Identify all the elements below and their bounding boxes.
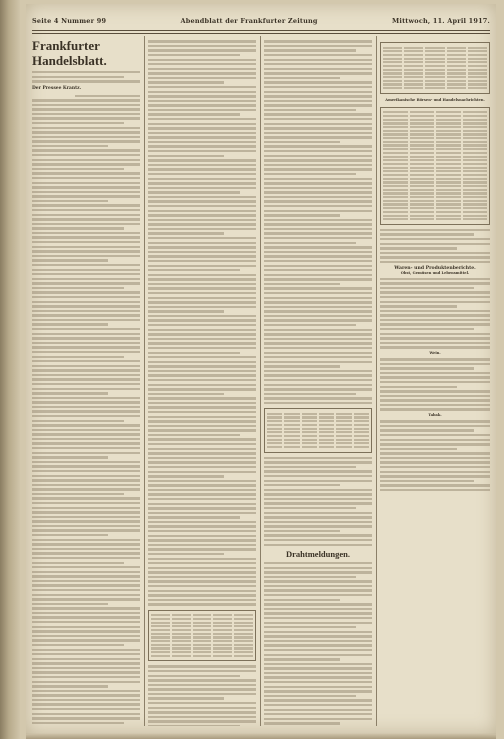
book-binding-edge [0,0,20,739]
article-heading: Der Pressee Krantz. [32,85,82,91]
page-bottom-edge [26,733,496,739]
section-heading: Waren- und Produktenberichte. [394,265,476,271]
column-divider [260,36,261,726]
article-body [148,40,256,606]
statistics-table [264,408,372,452]
exchange-table [380,107,490,225]
subsection-heading: Tabak. [428,413,442,418]
section-heading: Drahtmeldungen. [286,549,350,559]
column-divider [144,36,145,726]
column-4 [380,38,490,726]
column-3 [264,38,372,726]
newspaper-sheet [26,4,496,734]
header-rule-double [32,33,490,34]
article-body [264,457,372,546]
issue-date: Mittwoch, 11. April 1917. [392,17,490,25]
column-1 [32,38,140,726]
article-body [264,562,372,725]
statistics-table [148,610,256,662]
article-body [380,420,490,491]
subsection-heading: Obst, Gemüsen und Lebensmittel. [400,270,470,275]
subsection-heading: Wein. [429,350,441,355]
article-body [148,665,256,726]
section-heading: Amerikanische Börsen- und Handelsnachrichten. [385,97,485,102]
article-body [380,229,490,263]
price-table [380,42,490,94]
masthead-notice [32,71,140,83]
newspaper-edition: Abendblatt der Frankfurter Zeitung [180,17,318,25]
masthead-title: Frankfurter Handelsblatt. [32,38,107,68]
article-body [380,278,490,349]
header-rule [32,30,490,31]
article-body [264,40,372,404]
article-body [380,358,490,411]
article-body [32,95,140,726]
page-number: Seite 4 Nummer 99 [32,17,107,25]
running-header [32,14,490,28]
column-divider [376,36,377,726]
column-2 [148,38,256,726]
